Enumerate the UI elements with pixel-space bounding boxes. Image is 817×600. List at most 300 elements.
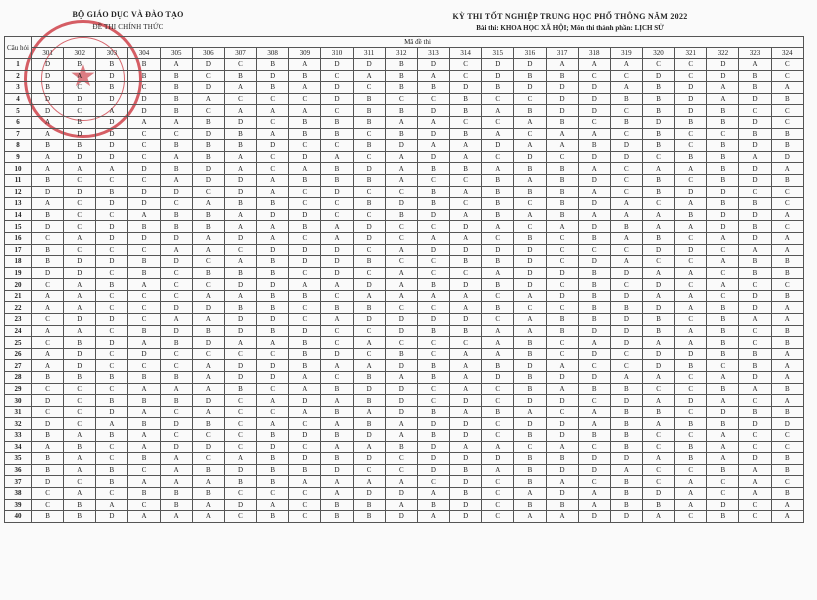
answer-cell: B (321, 116, 353, 128)
answer-cell: B (514, 372, 546, 384)
answer-cell: C (514, 221, 546, 233)
answer-cell: D (610, 325, 642, 337)
answer-cell: C (224, 244, 256, 256)
answer-cell: B (675, 209, 707, 221)
question-number: 3 (5, 82, 32, 94)
answer-cell: D (96, 198, 128, 210)
answer-cell: C (96, 348, 128, 360)
answer-cell: C (675, 279, 707, 291)
answer-cell: D (578, 105, 610, 117)
answer-cell: C (482, 511, 514, 523)
table-row (5, 418, 804, 430)
answer-cell: D (417, 151, 449, 163)
answer-cell: B (771, 174, 803, 186)
answer-cell: D (417, 209, 449, 221)
answer-cell: A (32, 441, 64, 453)
answer-cell: B (739, 360, 771, 372)
answer-cell: B (385, 209, 417, 221)
answer-cell: B (385, 348, 417, 360)
question-number: 37 (5, 476, 32, 488)
answer-cell: A (257, 499, 289, 511)
exam-code: 304 (128, 48, 160, 59)
question-number: 33 (5, 430, 32, 442)
answer-cell: C (64, 221, 96, 233)
answer-cell: A (128, 430, 160, 442)
answer-cell: A (578, 209, 610, 221)
answer-cell: D (64, 256, 96, 268)
answer-cell: C (64, 476, 96, 488)
answer-cell: A (642, 395, 674, 407)
answer-cell: D (578, 511, 610, 523)
exam-title: KỲ THI TỐT NGHIỆP TRUNG HỌC PHỔ THÔNG NĂM 2022 (452, 12, 688, 21)
answer-cell: B (289, 290, 321, 302)
answer-cell: D (450, 82, 482, 94)
answer-cell: C (546, 256, 578, 268)
answer-cell: B (385, 441, 417, 453)
answer-cell: A (224, 163, 256, 175)
answer-cell: B (353, 105, 385, 117)
answer-cell: B (96, 372, 128, 384)
answer-cell: D (417, 244, 449, 256)
answer-cell: B (64, 116, 96, 128)
answer-cell: C (707, 360, 739, 372)
table-row (5, 59, 804, 71)
answer-cell: B (257, 290, 289, 302)
answer-cell: B (385, 70, 417, 82)
answer-cell: C (289, 418, 321, 430)
answer-cell: A (546, 128, 578, 140)
answer-cell: C (96, 209, 128, 221)
question-number: 36 (5, 464, 32, 476)
answer-cell: B (675, 418, 707, 430)
answer-cell: A (353, 476, 385, 488)
answer-cell: D (610, 453, 642, 465)
answer-cell: D (610, 314, 642, 326)
answer-cell: D (96, 140, 128, 152)
answer-cell: B (385, 59, 417, 71)
answer-cell: B (64, 441, 96, 453)
answer-cell: C (353, 348, 385, 360)
answer-cell: D (353, 383, 385, 395)
answer-cell: D (675, 105, 707, 117)
answer-cell: B (96, 430, 128, 442)
answer-cell: A (32, 290, 64, 302)
answer-cell: B (642, 140, 674, 152)
question-number: 27 (5, 360, 32, 372)
answer-cell: D (257, 372, 289, 384)
answer-cell: B (450, 163, 482, 175)
answer-cell: C (771, 476, 803, 488)
answer-cell: A (514, 116, 546, 128)
answer-cell: B (450, 487, 482, 499)
answer-key-table (4, 36, 804, 523)
answer-cell: C (192, 348, 224, 360)
answer-cell: C (610, 128, 642, 140)
answer-cell: A (160, 116, 192, 128)
answer-cell: A (64, 487, 96, 499)
answer-cell: B (321, 453, 353, 465)
answer-cell: A (707, 256, 739, 268)
answer-cell: D (353, 59, 385, 71)
answer-cell: C (160, 348, 192, 360)
answer-cell: A (64, 453, 96, 465)
answer-cell: A (192, 93, 224, 105)
answer-cell: A (257, 186, 289, 198)
answer-cell: A (482, 105, 514, 117)
answer-cell: B (64, 372, 96, 384)
exam-code: 320 (642, 48, 674, 59)
exam-code-header: Mã đề thi (32, 37, 804, 48)
answer-cell: A (610, 59, 642, 71)
answer-cell: B (675, 453, 707, 465)
answer-cell: C (482, 314, 514, 326)
answer-cell: D (321, 82, 353, 94)
answer-cell: B (771, 128, 803, 140)
answer-cell: C (64, 82, 96, 94)
answer-cell: B (128, 372, 160, 384)
answer-cell: C (160, 360, 192, 372)
answer-cell: C (192, 430, 224, 442)
table-row (5, 116, 804, 128)
table-row (5, 441, 804, 453)
exam-code: 317 (546, 48, 578, 59)
answer-cell: B (32, 140, 64, 152)
answer-cell: C (675, 256, 707, 268)
answer-cell: C (96, 174, 128, 186)
answer-cell: A (739, 476, 771, 488)
answer-cell: C (64, 383, 96, 395)
answer-cell: B (353, 256, 385, 268)
answer-cell: A (514, 314, 546, 326)
exam-codes-row (5, 48, 804, 59)
answer-cell: C (32, 279, 64, 291)
answer-cell: D (450, 221, 482, 233)
answer-cell: A (353, 290, 385, 302)
answer-cell: C (642, 198, 674, 210)
answer-cell: A (385, 163, 417, 175)
answer-cell: D (514, 256, 546, 268)
answer-cell: D (610, 140, 642, 152)
answer-cell: C (450, 116, 482, 128)
answer-cell: D (385, 511, 417, 523)
answer-cell: C (353, 128, 385, 140)
answer-cell: C (610, 279, 642, 291)
answer-cell: D (610, 337, 642, 349)
answer-cell: D (739, 290, 771, 302)
answer-cell: B (739, 267, 771, 279)
answer-cell: D (385, 140, 417, 152)
answer-cell: A (450, 383, 482, 395)
answer-cell: A (610, 464, 642, 476)
answer-cell: B (642, 314, 674, 326)
answer-cell: A (739, 314, 771, 326)
answer-cell: D (128, 93, 160, 105)
answer-cell: B (675, 116, 707, 128)
answer-cell: B (64, 499, 96, 511)
answer-cell: D (224, 314, 256, 326)
exam-code: 312 (385, 48, 417, 59)
answer-cell: D (546, 93, 578, 105)
answer-cell: D (289, 325, 321, 337)
answer-cell: A (578, 418, 610, 430)
answer-cell: B (257, 59, 289, 71)
answer-cell: C (160, 198, 192, 210)
answer-cell: A (771, 232, 803, 244)
answer-cell: B (546, 198, 578, 210)
answer-cell: A (224, 151, 256, 163)
exam-code: 311 (353, 48, 385, 59)
answer-cell: C (257, 163, 289, 175)
question-number: 8 (5, 140, 32, 152)
answer-cell: B (289, 221, 321, 233)
answer-cell: D (417, 105, 449, 117)
answer-cell: B (64, 59, 96, 71)
question-number: 5 (5, 105, 32, 117)
answer-cell: A (546, 360, 578, 372)
answer-cell: C (224, 487, 256, 499)
answer-cell: A (32, 348, 64, 360)
answer-cell: B (417, 279, 449, 291)
answer-cell: D (642, 244, 674, 256)
answer-cell: B (771, 453, 803, 465)
answer-cell: A (514, 406, 546, 418)
answer-rows (5, 59, 804, 523)
exam-code: 310 (321, 48, 353, 59)
answer-cell: D (128, 186, 160, 198)
answer-cell: A (64, 163, 96, 175)
answer-cell: B (707, 151, 739, 163)
answer-cell: B (192, 151, 224, 163)
answer-cell: D (160, 256, 192, 268)
answer-cell: C (642, 430, 674, 442)
answer-cell: C (321, 325, 353, 337)
exam-code: 316 (514, 48, 546, 59)
answer-cell: C (385, 337, 417, 349)
answer-cell: A (257, 418, 289, 430)
answer-cell: C (514, 93, 546, 105)
answer-cell: B (707, 383, 739, 395)
header-right (380, 12, 760, 32)
answer-cell: A (224, 337, 256, 349)
answer-cell: A (289, 163, 321, 175)
answer-cell: A (224, 105, 256, 117)
answer-cell: B (771, 383, 803, 395)
answer-cell: A (739, 383, 771, 395)
answer-cell: B (353, 198, 385, 210)
table-header-row (5, 37, 804, 48)
answer-cell: D (610, 511, 642, 523)
answer-cell: D (96, 511, 128, 523)
answer-cell: C (771, 279, 803, 291)
answer-cell: B (128, 418, 160, 430)
answer-cell: B (289, 174, 321, 186)
table-row (5, 372, 804, 384)
answer-cell: D (707, 406, 739, 418)
answer-cell: D (450, 453, 482, 465)
answer-cell: B (289, 360, 321, 372)
answer-cell: D (128, 198, 160, 210)
answer-cell: B (289, 70, 321, 82)
answer-cell: C (353, 244, 385, 256)
answer-cell: A (771, 302, 803, 314)
answer-cell: A (771, 163, 803, 175)
table-row (5, 476, 804, 488)
answer-cell: B (321, 430, 353, 442)
answer-cell: C (417, 93, 449, 105)
answer-cell: C (675, 140, 707, 152)
question-number: 31 (5, 406, 32, 418)
answer-cell: A (192, 244, 224, 256)
answer-cell: D (450, 476, 482, 488)
answer-cell: A (642, 163, 674, 175)
answer-cell: B (514, 453, 546, 465)
answer-cell: D (96, 151, 128, 163)
answer-cell: D (353, 163, 385, 175)
answer-cell: A (160, 511, 192, 523)
answer-cell: D (578, 174, 610, 186)
official-label: ĐỀ THI CHÍNH THỨC (92, 23, 164, 31)
answer-cell: C (450, 59, 482, 71)
answer-cell: D (578, 82, 610, 94)
answer-cell: C (482, 116, 514, 128)
answer-cell: C (546, 244, 578, 256)
answer-cell: D (224, 499, 256, 511)
answer-cell: B (128, 395, 160, 407)
answer-cell: B (610, 93, 642, 105)
answer-cell: D (32, 59, 64, 71)
answer-cell: C (289, 198, 321, 210)
answer-cell: D (64, 267, 96, 279)
answer-cell: A (642, 372, 674, 384)
answer-cell: B (128, 221, 160, 233)
answer-cell: A (289, 82, 321, 94)
answer-cell: A (578, 487, 610, 499)
question-number: 22 (5, 302, 32, 314)
answer-cell: A (321, 395, 353, 407)
answer-cell: A (224, 256, 256, 268)
answer-cell: B (32, 174, 64, 186)
answer-cell: B (546, 499, 578, 511)
answer-cell: C (707, 290, 739, 302)
exam-code: 322 (707, 48, 739, 59)
answer-cell: D (224, 464, 256, 476)
answer-cell: D (353, 279, 385, 291)
answer-cell: B (610, 499, 642, 511)
answer-cell: D (578, 256, 610, 268)
answer-cell: A (224, 290, 256, 302)
answer-cell: D (192, 128, 224, 140)
answer-cell: A (128, 279, 160, 291)
answer-cell: D (707, 499, 739, 511)
answer-cell: D (578, 372, 610, 384)
answer-cell: B (32, 511, 64, 523)
answer-cell: A (675, 337, 707, 349)
answer-cell: A (192, 232, 224, 244)
answer-cell: D (417, 453, 449, 465)
answer-cell: B (514, 232, 546, 244)
table-row (5, 256, 804, 268)
answer-cell: B (482, 256, 514, 268)
answer-cell: A (450, 151, 482, 163)
answer-cell: B (289, 337, 321, 349)
answer-cell: C (32, 499, 64, 511)
answer-cell: B (257, 511, 289, 523)
answer-cell: C (224, 348, 256, 360)
answer-cell: B (353, 511, 385, 523)
answer-cell: B (96, 476, 128, 488)
question-number: 17 (5, 244, 32, 256)
answer-cell: B (96, 186, 128, 198)
answer-cell: D (96, 314, 128, 326)
answer-cell: B (482, 406, 514, 418)
answer-cell: A (160, 174, 192, 186)
answer-cell: A (96, 418, 128, 430)
answer-cell: C (224, 441, 256, 453)
answer-cell: C (707, 128, 739, 140)
table-row (5, 453, 804, 465)
answer-cell: C (514, 302, 546, 314)
answer-cell: A (675, 476, 707, 488)
answer-cell: B (160, 82, 192, 94)
answer-cell: A (482, 441, 514, 453)
answer-cell: C (160, 267, 192, 279)
answer-cell: C (514, 128, 546, 140)
answer-cell: C (128, 290, 160, 302)
answer-cell: A (707, 82, 739, 94)
answer-cell: B (771, 337, 803, 349)
answer-cell: B (353, 418, 385, 430)
answer-cell: C (128, 174, 160, 186)
answer-cell: B (514, 163, 546, 175)
answer-cell: D (289, 453, 321, 465)
answer-cell: D (514, 82, 546, 94)
answer-cell: A (96, 163, 128, 175)
answer-cell: B (707, 418, 739, 430)
answer-cell: A (32, 360, 64, 372)
answer-cell: A (578, 163, 610, 175)
exam-code: 303 (96, 48, 128, 59)
exam-code: 305 (160, 48, 192, 59)
answer-cell: D (64, 186, 96, 198)
answer-cell: C (450, 198, 482, 210)
answer-cell: D (192, 163, 224, 175)
answer-cell: B (610, 418, 642, 430)
question-number: 15 (5, 221, 32, 233)
answer-cell: B (514, 430, 546, 442)
table-row (5, 348, 804, 360)
answer-cell: D (64, 360, 96, 372)
answer-cell: B (32, 464, 64, 476)
answer-cell: D (610, 395, 642, 407)
answer-cell: B (160, 209, 192, 221)
answer-cell: D (160, 302, 192, 314)
table-row (5, 279, 804, 291)
answer-cell: D (96, 256, 128, 268)
ministry-name: BỘ GIÁO DỤC VÀ ĐÀO TẠO (72, 10, 184, 19)
answer-cell: A (675, 267, 707, 279)
answer-cell: D (739, 453, 771, 465)
answer-cell: D (578, 325, 610, 337)
exam-code: 306 (192, 48, 224, 59)
answer-cell: C (417, 174, 449, 186)
answer-cell: C (675, 464, 707, 476)
answer-cell: A (64, 290, 96, 302)
answer-cell: C (707, 487, 739, 499)
answer-cell: D (160, 418, 192, 430)
answer-cell: D (417, 418, 449, 430)
question-number: 40 (5, 511, 32, 523)
answer-cell: A (321, 221, 353, 233)
